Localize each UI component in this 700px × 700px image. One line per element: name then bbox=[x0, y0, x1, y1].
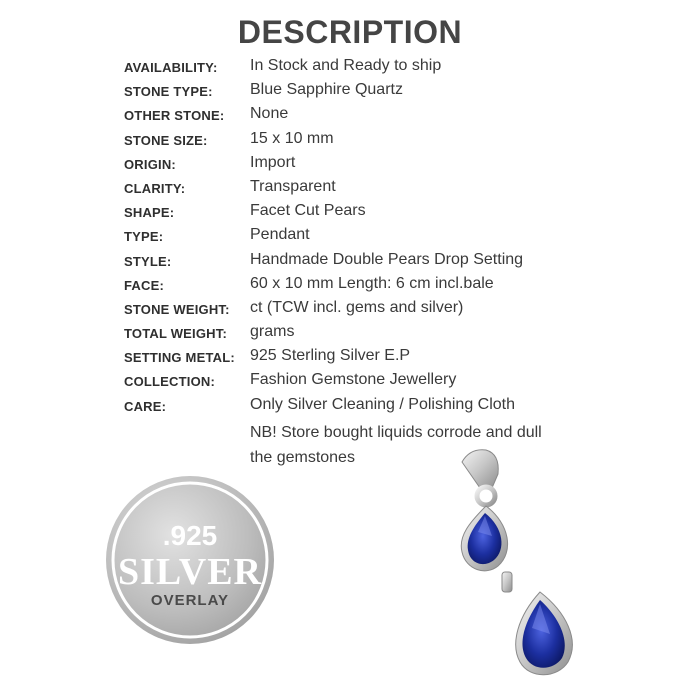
spec-value: Facet Cut Pears bbox=[250, 202, 366, 220]
spec-label: TYPE: bbox=[124, 229, 164, 245]
spec-label: SHAPE: bbox=[124, 205, 175, 221]
spec-value: Import bbox=[250, 153, 296, 171]
spec-label: STONE TYPE: bbox=[124, 84, 213, 100]
spec-label: FACE: bbox=[124, 277, 164, 293]
spec-value: ct (TCW incl. gems and silver) bbox=[250, 298, 464, 316]
care-note-line: the gemstones bbox=[250, 449, 355, 466]
silver-overlay-badge bbox=[104, 474, 276, 646]
spec-label: OTHER STONE: bbox=[124, 108, 225, 124]
badge-overlay: OVERLAY bbox=[150, 592, 230, 609]
spec-label: TOTAL WEIGHT: bbox=[124, 326, 227, 342]
spec-value: 60 x 10 mm Length: 6 cm incl.bale bbox=[250, 274, 494, 292]
spec-label: SETTING METAL: bbox=[124, 350, 235, 366]
spec-label: CARE: bbox=[124, 398, 167, 414]
spec-label: AVAILABILITY: bbox=[124, 60, 218, 75]
spec-value: None bbox=[250, 105, 289, 123]
spec-value: 15 x 10 mm bbox=[250, 129, 334, 147]
spec-value: Transparent bbox=[250, 177, 336, 195]
spec-label: STYLE: bbox=[124, 253, 172, 269]
spec-value: In Stock and Ready to ship bbox=[250, 57, 442, 74]
spec-value: grams bbox=[250, 323, 295, 341]
pendant-product-image bbox=[440, 444, 590, 684]
page-title: DESCRIPTION bbox=[237, 14, 463, 50]
spec-label: CLARITY: bbox=[124, 180, 186, 196]
spec-label: ORIGIN: bbox=[124, 156, 176, 172]
badge-purity: .925 bbox=[162, 520, 218, 551]
spec-value: Pendant bbox=[250, 226, 310, 244]
badge-metal: SILVER bbox=[117, 551, 262, 593]
spec-value: Blue Sapphire Quartz bbox=[250, 81, 403, 99]
spec-value: Fashion Gemstone Jewellery bbox=[250, 371, 457, 389]
spec-label: STONE WEIGHT: bbox=[124, 301, 230, 317]
spec-value: Only Silver Cleaning / Polishing Cloth bbox=[250, 395, 516, 413]
spec-value: 925 Sterling Silver E.P bbox=[250, 347, 411, 365]
pendant-icon bbox=[440, 444, 590, 684]
care-note-line: NB! Store bought liquids corrode and dull bbox=[250, 424, 542, 441]
spec-value: Handmade Double Pears Drop Setting bbox=[250, 250, 524, 268]
spec-label: STONE SIZE: bbox=[124, 132, 208, 148]
spec-label: COLLECTION: bbox=[124, 374, 216, 390]
